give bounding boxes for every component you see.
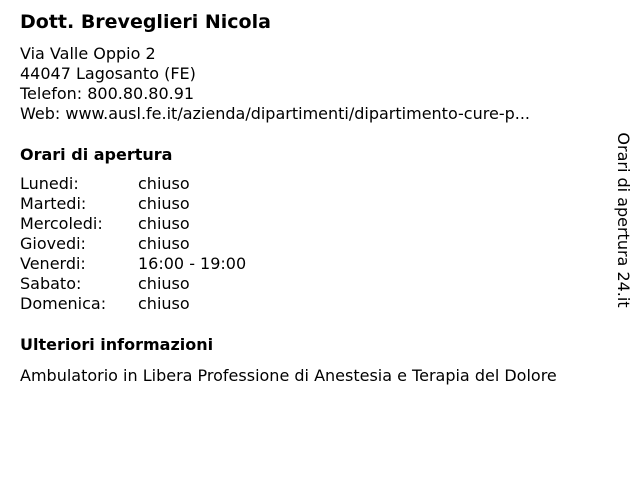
hours-row-sunday bbox=[20, 294, 246, 314]
day-label: Lunedi: bbox=[20, 174, 79, 193]
hours-row-thursday bbox=[20, 234, 246, 254]
time-value: chiuso bbox=[138, 294, 190, 313]
hours-row-tuesday bbox=[20, 194, 246, 214]
phone-line[interactable]: Telefon: 800.80.80.91 bbox=[20, 84, 195, 103]
opening-hours-heading: Orari di apertura bbox=[20, 145, 173, 164]
address-line: Via Valle Oppio 2 bbox=[20, 44, 156, 63]
day-label: Mercoledi: bbox=[20, 214, 103, 233]
hours-row-monday bbox=[20, 174, 246, 194]
web-link[interactable]: Web: www.ausl.fe.it/azienda/dipartimenti/dipartimento-cure-p... bbox=[20, 104, 530, 123]
time-value: chiuso bbox=[138, 214, 190, 233]
time-value: chiuso bbox=[138, 274, 190, 293]
time-value: 16:00 - 19:00 bbox=[138, 254, 247, 273]
page-title: Dott. Breveglieri Nicola bbox=[20, 11, 271, 33]
day-label: Martedi: bbox=[20, 194, 87, 213]
time-value: chiuso bbox=[138, 174, 190, 193]
additional-info-text: Ambulatorio in Libera Professione di Anestesia e Terapia del Dolore bbox=[20, 366, 557, 385]
city-line: 44047 Lagosanto (FE) bbox=[20, 64, 196, 83]
time-value: chiuso bbox=[138, 194, 190, 213]
day-label: Sabato: bbox=[20, 274, 82, 293]
hours-row-wednesday bbox=[20, 214, 246, 234]
day-label: Giovedi: bbox=[20, 234, 86, 253]
day-label: Domenica: bbox=[20, 294, 107, 313]
hours-row-saturday bbox=[20, 274, 246, 294]
opening-hours-table bbox=[20, 174, 246, 314]
day-label: Venerdi: bbox=[20, 254, 86, 273]
site-watermark: Orari di apertura 24.it bbox=[614, 132, 633, 308]
contact-block bbox=[20, 44, 530, 124]
time-value: chiuso bbox=[138, 234, 190, 253]
hours-row-friday bbox=[20, 254, 246, 274]
additional-info-heading: Ulteriori informazioni bbox=[20, 335, 214, 354]
